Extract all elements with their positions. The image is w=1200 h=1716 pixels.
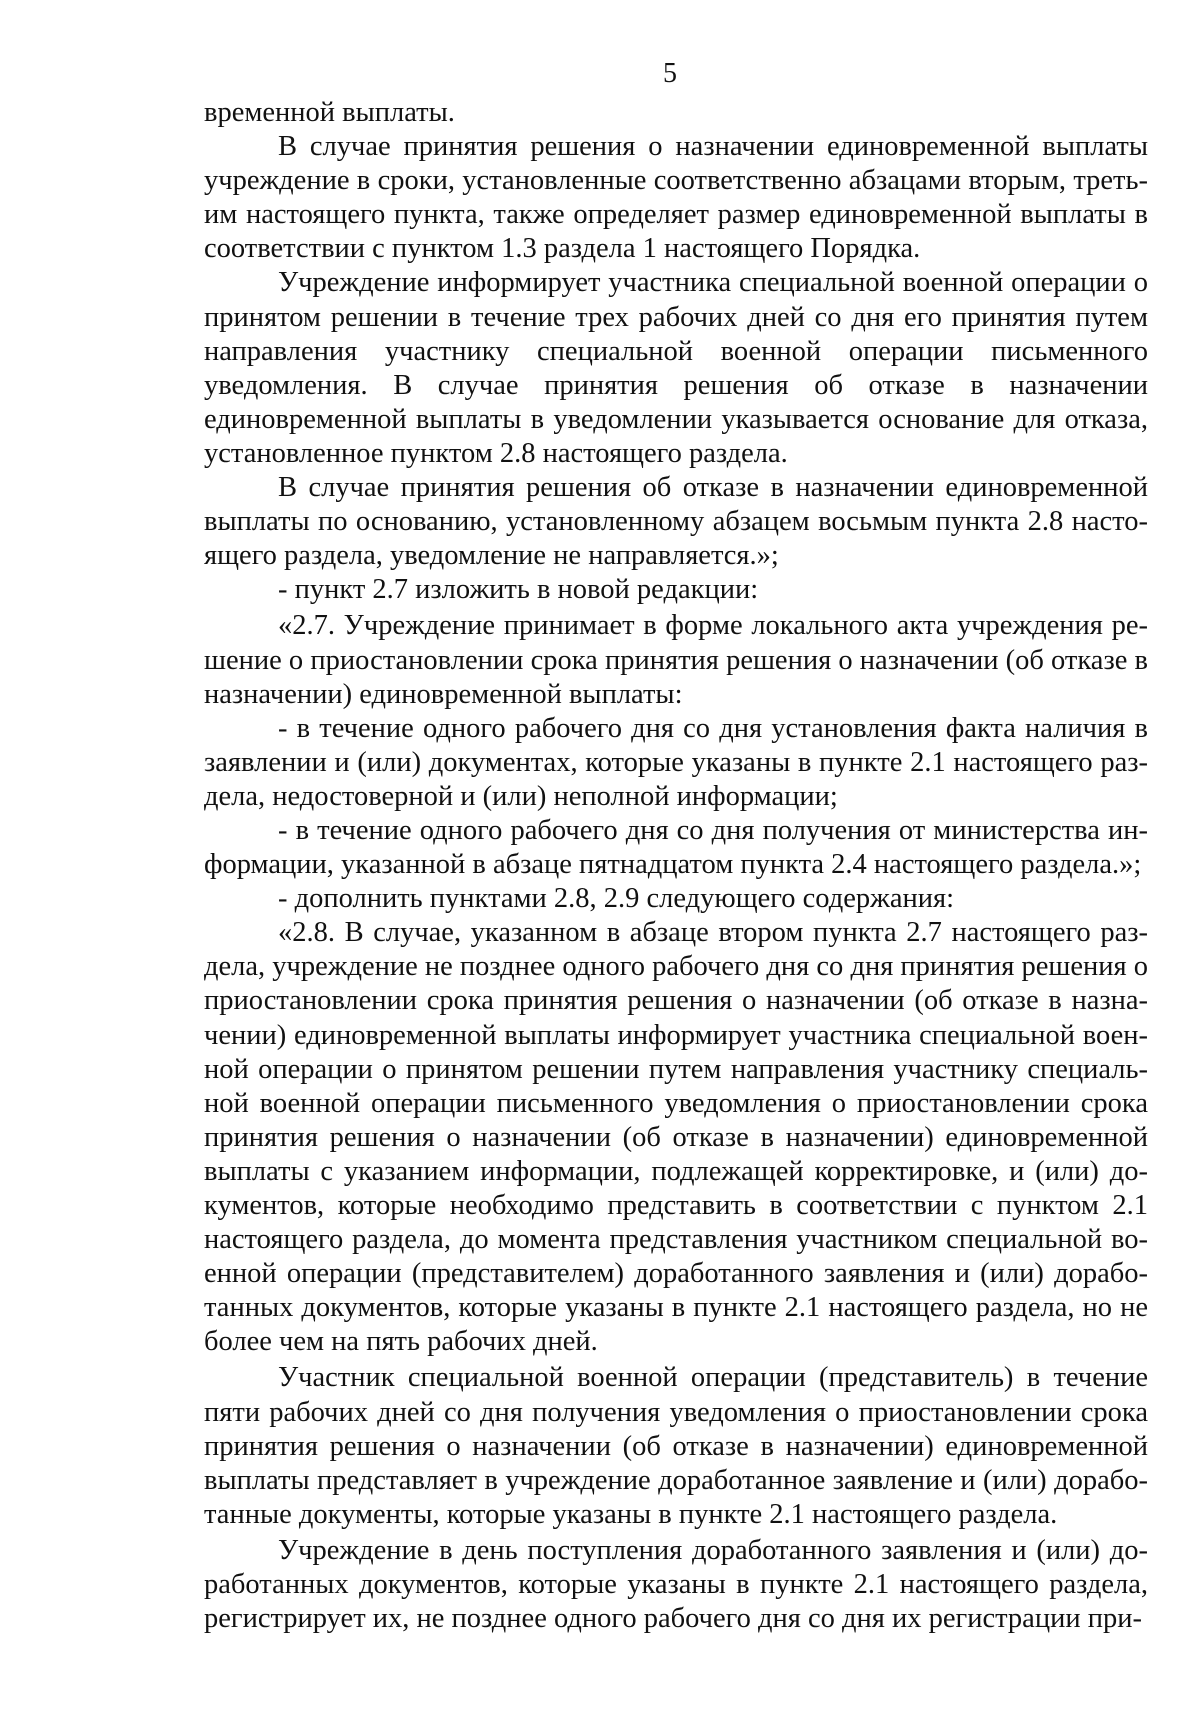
paragraph-amend-2-7: - пункт 2.7 изложить в новой редакции: [278, 574, 759, 606]
paragraph-continuation: временной выплаты. [204, 97, 455, 128]
paragraph-participant: Участник специальной военной операции (представитель) в течение пяти рабочих дней со дня получения уведомления о приостановлении срока принятия решения о назначении (об отказе в назначении) единовременной выплаты представляет в учреждение доработанное заявление и (или) доработанные документы, которые указаны в пункте 2.1 настоящего раздела. [204, 1362, 1148, 1530]
page-number: 5 [663, 58, 677, 89]
paragraph-add-2-8-2-9: - дополнить пунктами 2.8, 2.9 следующего содержания: [278, 883, 954, 915]
paragraph-clause-2-7: «2.7. Учреждение принимает в форме локального акта учреждения решение о приостановлении срока принятия решения о назначении (об отказе в назначении) единовременной выплаты: [204, 610, 1148, 710]
paragraph-decision-amount: В случае принятия решения о назначении единовременной выплаты учреждение в сроки, установленные соответственно абзацами вторым, третьим настоящего пункта, также определяет размер единовременной выплаты в соответствии с пунктом 1.3 раздела 1 настоящего Порядка. [204, 131, 1148, 265]
document-body [204, 96, 1148, 1636]
paragraph-notification: Учреждение информирует участника специальной военной операции о принятом решении в течение трех рабочих дней со дня его принятия путем направления участнику специальной военной операции письменного уведомления. В случае принятия решения об отказе в назначении единовременной выплаты в уведомлении указывается основание для отказа, установленное пунктом 2.8 настоящего раздела. [204, 267, 1148, 469]
paragraph-clause-2-8: «2.8. В случае, указанном в абзаце втором пункта 2.7 настоящего раздела, учреждение не позднее одного рабочего дня со дня принятия решения о приостановлении срока принятия решения о назначении (об отказе в назначении) единовременной выплаты информирует участника специальной военной операции о принятом решении путем направления участнику специальной военной операции письменного уведомления о приостановлении срока принятия решения о назначении (об отказе в назначении) единовременной выплаты с указанием информации, подлежащей корректировке, и (или) документов, которые необходимо представить в соответствии с пунктом 2.1 настоящего раздела, до момента представления участником специальной военной операции (представителем) доработанного заявления и (или) доработанных документов, которые указаны в пункте 2.1 настоящего раздела, но не более чем на пять рабочих дней. [204, 917, 1148, 1358]
paragraph-registration: Учреждение в день поступления доработанного заявления и (или) доработанных документов, которые указаны в пункте 2.1 настоящего раздела, регистрирует их, не позднее одного рабочего дня со дня их регистрации при- [204, 1534, 1148, 1635]
paragraph-refusal-no-notice: В случае принятия решения об отказе в назначении единовременной выплаты по основанию, установленному абзацем восьмым пункта 2.8 настоящего раздела, уведомление не направляется.»; [204, 472, 1148, 572]
paragraph-list-item-1: - в течение одного рабочего дня со дня установления факта наличия в заявлении и (или) документах, которые указаны в пункте 2.1 настоящего раздела, недостоверной и (или) неполной информации; [204, 712, 1148, 812]
paragraph-list-item-2: - в течение одного рабочего дня со дня получения от министерства информации, указанной в абзаце пятнадцатом пункта 2.4 настоящего раздела.»; [204, 814, 1148, 881]
